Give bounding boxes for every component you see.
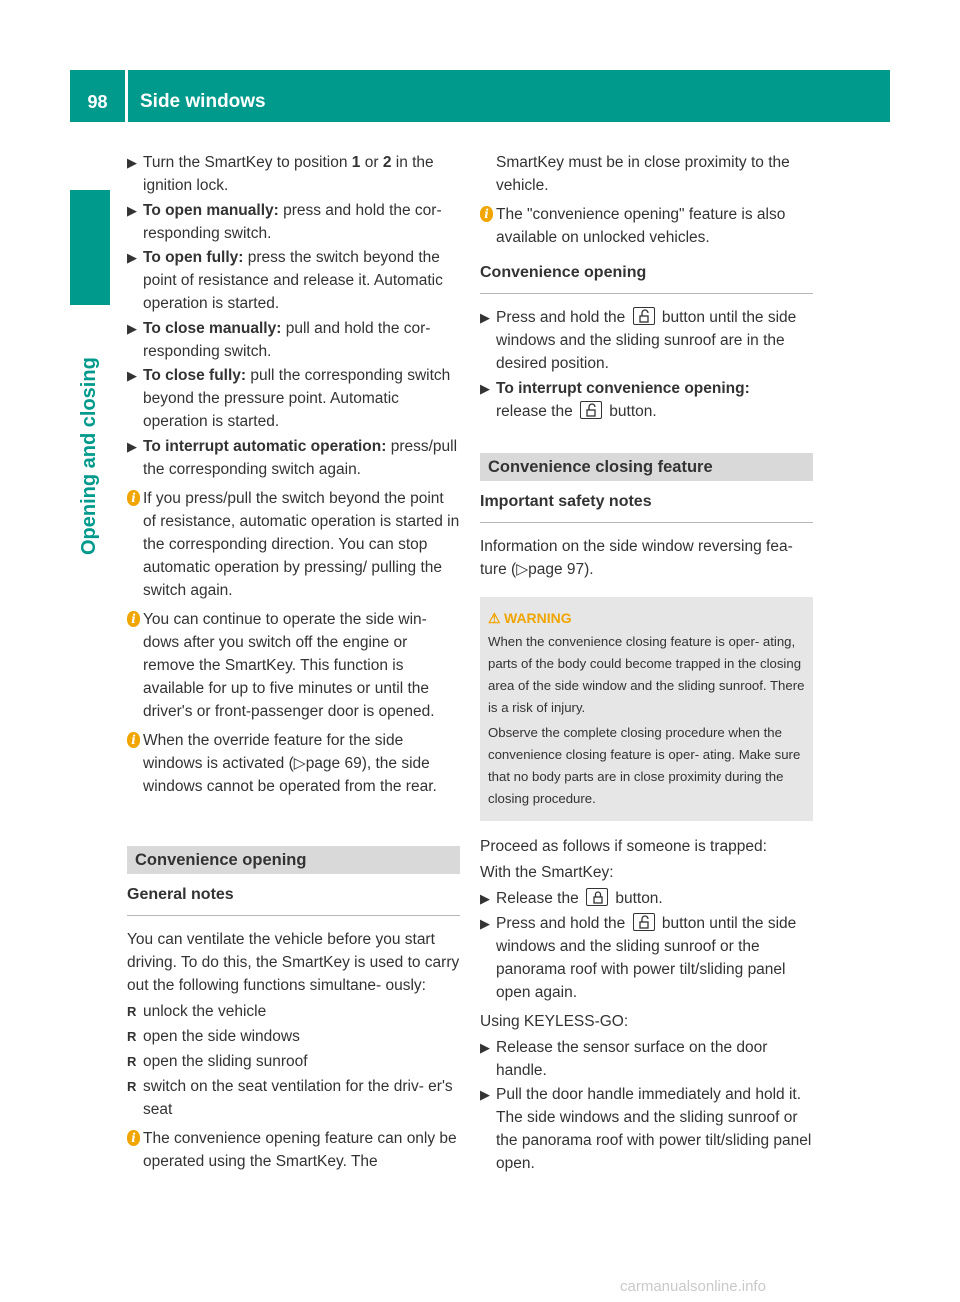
header-divider (125, 70, 128, 122)
chapter-tab-marker (70, 190, 110, 305)
paragraph: You can ventilate the vehicle before you start driving. To do this, the SmartKey is used to carry out the following functions simultane- ously: (127, 930, 460, 994)
step-text: or (360, 154, 383, 171)
left-column (127, 151, 460, 1175)
arrow-icon: ▶ (127, 320, 137, 336)
chapter-label: Opening and closing (78, 357, 100, 555)
step-item (480, 306, 813, 375)
info-note (480, 203, 813, 249)
list-item-text: open the sliding sunroof (143, 1052, 308, 1070)
arrow-icon: ▶ (480, 310, 490, 325)
step-text: pull the corresponding switch beyond the pressure point. Automatic operation is started. (143, 367, 451, 430)
step-bold: 2 (382, 154, 392, 171)
info-icon: i (127, 1130, 140, 1146)
step-item (480, 912, 813, 1004)
unlock-button-icon (580, 401, 602, 419)
info-text: The convenience opening feature can only be operated using the SmartKey. The (143, 1129, 457, 1170)
step-text: Release the (496, 890, 584, 907)
step-text: in the ignition lock. (143, 154, 434, 194)
step-text: pull and hold the cor- responding switch. (143, 319, 431, 360)
page-reference-link[interactable]: page 97 (528, 561, 585, 578)
paragraph: Using KEYLESS-GO: (480, 1012, 629, 1030)
list-item-text: unlock the vehicle (143, 1002, 267, 1020)
info-text: The "convenience opening" feature is also available on unlocked vehicles. (496, 206, 786, 246)
page-header (70, 70, 890, 122)
arrow-icon: ▶ (480, 1087, 490, 1102)
section-heading (127, 846, 460, 874)
list-item (127, 1050, 460, 1073)
warning-title (488, 607, 805, 629)
step-bold: To open manually: (143, 201, 279, 219)
step-text: Turn the SmartKey to position (143, 154, 352, 171)
info-icon: i (127, 732, 140, 748)
step-text: press and hold the cor- responding switch. (143, 201, 442, 242)
arrow-icon: ▶ (127, 250, 137, 265)
paragraph: Proceed as follows if someone is trapped: (480, 838, 767, 855)
step-text: press/pull the corresponding switch again. (143, 437, 458, 478)
step-text: button until the side windows and the sliding sunroof or the panorama roof with power tilt/sliding panel open again. (496, 914, 797, 1001)
paragraph: With the SmartKey: (480, 864, 614, 881)
unlock-button-icon (633, 307, 655, 325)
step-text: Press and hold the (496, 309, 630, 326)
step-text: button. (605, 402, 657, 420)
step-bold: To close manually: (143, 319, 282, 337)
warning-title-text: WARNING (504, 610, 572, 626)
subsection-heading: Important safety notes (480, 490, 813, 523)
step-text: button until the side windows and the sliding sunroof are in the desired position. (496, 309, 797, 372)
bullet-marker: R (127, 1078, 137, 1094)
step-item (127, 199, 460, 245)
step-bold: To interrupt automatic operation: (143, 437, 387, 455)
arrow-icon: ▶ (127, 155, 137, 170)
info-icon: i (480, 206, 493, 222)
step-text: Press and hold the (496, 914, 630, 932)
step-bold: To open fully: (143, 249, 244, 266)
step-item (127, 317, 460, 363)
step-bold: To close fully: (143, 367, 247, 384)
bullet-marker: R (127, 1053, 137, 1069)
info-note (127, 487, 460, 602)
arrow-icon: ▶ (480, 380, 490, 396)
lock-button-icon (586, 888, 608, 906)
paragraph-text: ). (584, 561, 594, 578)
subsection-heading: Convenience opening (480, 261, 813, 294)
info-icon: i (127, 611, 140, 627)
info-text: You can continue to operate the side win- dows after you switch off the engine or remove the SmartKey. This function is available for up to five minutes or until the driver's or front-passenger door is opened. (143, 610, 435, 720)
unlock-button-icon (633, 913, 655, 931)
paragraph (480, 535, 813, 581)
info-note (127, 608, 460, 723)
step-item (480, 1083, 813, 1175)
step-bold: To interrupt convenience opening: (496, 379, 750, 397)
page-reference-link[interactable]: page 69 (305, 754, 362, 772)
step-item (480, 1036, 813, 1082)
arrow-icon: ▶ (127, 202, 137, 218)
step-text: release the (496, 402, 577, 420)
step-text: press the switch beyond the point of resistance and release it. Automatic operation is started. (143, 249, 443, 312)
list-item (127, 1075, 460, 1121)
step-item (127, 364, 460, 433)
section-title: Side windows (140, 91, 266, 112)
info-text: ), the side windows cannot be operated from the rear. (143, 754, 437, 795)
list-item (127, 1025, 460, 1048)
info-icon: i (127, 490, 140, 506)
step-text: Release the sensor surface on the door handle. (496, 1038, 768, 1079)
step-item (127, 151, 460, 197)
list-item (127, 1000, 460, 1023)
step-item (480, 887, 813, 910)
info-note (127, 729, 460, 798)
bullet-marker: R (127, 1003, 137, 1019)
step-text: Pull the door handle immediately and hold it. The side windows and the sliding sunroof or the panorama roof with power tilt/sliding panel open. (496, 1086, 812, 1172)
list-item-text: switch on the seat ventilation for the driv- er's seat (143, 1077, 453, 1118)
arrow-icon: ▶ (127, 438, 137, 454)
section-heading (480, 453, 813, 481)
warning-triangle-icon: ⚠ (488, 610, 501, 626)
bullet-marker: R (127, 1028, 137, 1044)
step-text: button. (611, 890, 663, 907)
warning-paragraph: When the convenience closing feature is oper- ating, parts of the body could become trapped in the closing area of the side window and the sliding sunroof. There is a risk of injury. (488, 634, 805, 715)
continued-text: SmartKey must be in close proximity to the vehicle. (496, 154, 790, 194)
warning-paragraph: Observe the complete closing procedure when the convenience closing feature is oper- ating. Make sure that no body parts are in close proximity during the closing procedure. (488, 725, 801, 806)
info-text: If you press/pull the switch beyond the point of resistance, automatic operation is started in the corresponding direction. You can stop automatic operation by pressing/ pulling the switch again. (143, 489, 460, 599)
right-column (480, 151, 813, 1177)
step-bold: 1 (351, 154, 361, 171)
info-text: When the override feature for the side windows is activated ( (143, 731, 404, 772)
warning-box (480, 597, 813, 821)
watermark: carmanualsonline.info (620, 1278, 766, 1295)
page-ref-arrow-icon: ▷ (293, 754, 306, 772)
section-heading-text: Convenience opening (135, 850, 307, 869)
paragraph-text: Information on the side window reversing fea- ture ( (480, 538, 793, 578)
step-item (127, 246, 460, 315)
subsection-heading: General notes (127, 883, 460, 916)
info-note (127, 1127, 460, 1173)
arrow-icon: ▶ (127, 368, 137, 383)
arrow-icon: ▶ (480, 915, 490, 931)
section-heading-text: Convenience closing feature (488, 458, 713, 476)
arrow-icon: ▶ (480, 1039, 490, 1055)
list-item-text: open the side windows (143, 1027, 300, 1045)
step-item (480, 377, 813, 423)
page-ref-arrow-icon: ▷ (516, 561, 529, 578)
step-item (127, 435, 460, 481)
page-number: 98 (87, 91, 108, 112)
arrow-icon: ▶ (480, 891, 490, 906)
